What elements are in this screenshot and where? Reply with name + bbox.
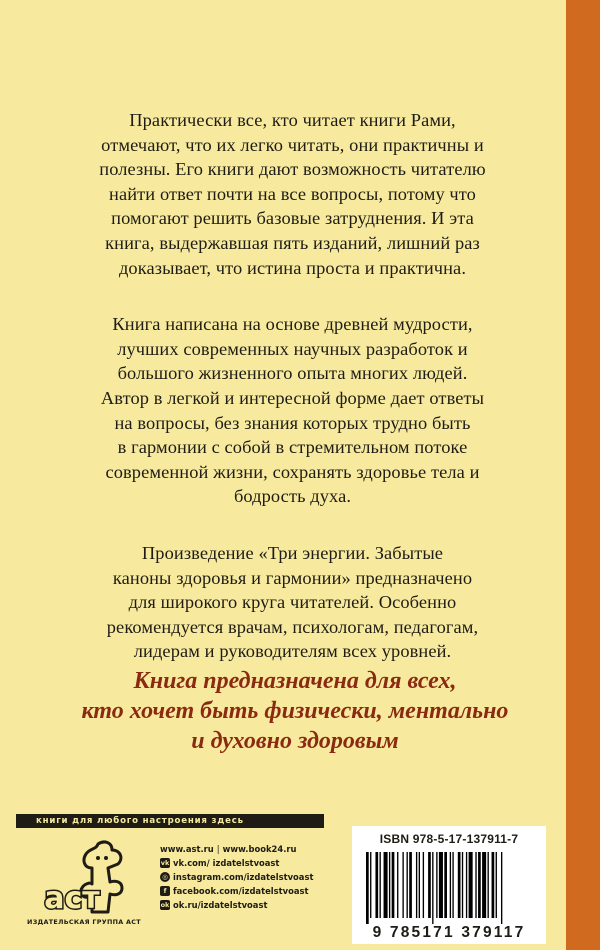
- tagline: Книга предназначена для всех, кто хочет быть физически, ментально и духовно здоровым: [81, 668, 509, 754]
- barcode-bar: [436, 852, 437, 918]
- website-row: [160, 842, 313, 856]
- barcode-bar: [407, 852, 408, 918]
- barcode-bar: [366, 852, 369, 924]
- social-row-vk[interactable]: [160, 856, 313, 870]
- barcode-bar: [419, 852, 420, 918]
- barcode-bar: [482, 852, 486, 918]
- barcode-bar: [462, 852, 463, 918]
- barcode-bar: [475, 852, 476, 918]
- barcode-bar: [409, 852, 412, 918]
- barcode-bar: [478, 852, 481, 918]
- barcode-bar: [370, 852, 371, 918]
- barcode-bar: [397, 852, 398, 918]
- barcode-bar: [416, 852, 417, 918]
- social-link-odnoklassniki[interactable]: ok.ru/izdatelstvoast: [173, 900, 268, 910]
- paragraph-2: Книга написана на основе древней мудрости, лучших современных научных разработок и большого жизненного опыта многих людей. Автор в легкой и интересной форме дает ответы на вопросы, без знания которых трудно быть в гармонии с собой в стремительном потоке современной жизни, сохранять здоровье тела и бодрость духа.: [100, 314, 485, 507]
- barcode-bar: [452, 852, 453, 918]
- barcode-digits: 9 785171 379117: [372, 924, 526, 941]
- social-row-facebook[interactable]: [160, 884, 313, 898]
- barcode-bar: [469, 852, 473, 918]
- publisher-slogan: книги для любого настроения здесь: [16, 814, 324, 828]
- barcode-bar: [432, 852, 433, 924]
- contact-links: [160, 842, 313, 912]
- link-divider: |: [216, 844, 220, 854]
- barcode-bar: [458, 852, 461, 918]
- paragraph-3: Произведение «Три энергии. Забытые каноны здоровья и гармонии» предназначено для широкого круга читателей. Особенно рекомендуется врачам, психологам, педагогам, лидерам и руководителям всех уровней.: [106, 542, 479, 662]
- social-link-facebook[interactable]: facebook.com/izdatelstvoast: [173, 886, 309, 896]
- barcode-bar: [439, 852, 443, 918]
- barcode-bar: [496, 852, 497, 918]
- instagram-icon: ◎: [160, 872, 170, 882]
- barcode-bar: [402, 852, 403, 918]
- social-link-instagram[interactable]: instagram.com/izdatelstvoast: [173, 872, 314, 882]
- social-row-odnoklassniki[interactable]: [160, 898, 313, 912]
- barcode-bar: [389, 852, 390, 918]
- barcode-bar: [466, 852, 467, 918]
- barcode-bar: [501, 852, 502, 924]
- barcode-bar: [450, 852, 451, 918]
- barcode: [366, 852, 538, 924]
- paragraph-1: Практически все, кто читает книги Рами, отмечают, что их легко читать, они практичны и полезны. Его книги дают возможность читателю найти ответ почти на все вопросы, потому что помогают решить базовые затруднения. И эта книга, выдержавшая пять изданий, лишний раз доказывает, что истина проста и практична.: [99, 110, 486, 278]
- barcode-bar: [392, 852, 395, 918]
- description-text: [40, 108, 545, 696]
- barcode-bar: [492, 852, 495, 918]
- isbn-barcode-box: [352, 826, 546, 944]
- barcode-bar: [384, 852, 388, 918]
- website-link-book24[interactable]: www.book24.ru: [222, 844, 297, 854]
- barcode-bar: [375, 852, 378, 918]
- odnoklassniki-icon: ok: [160, 901, 170, 909]
- barcode-bar: [488, 852, 489, 918]
- website-link-ast[interactable]: www.ast.ru: [160, 844, 214, 854]
- barcode-bar: [380, 852, 381, 918]
- barcode-bar: [428, 852, 431, 918]
- orange-spine: [566, 0, 600, 950]
- barcode-bar: [423, 852, 424, 918]
- vk-icon: vk: [160, 859, 170, 867]
- social-link-vk[interactable]: vk.com/ izdatelstvoast: [173, 858, 280, 868]
- facebook-icon: f: [160, 886, 170, 896]
- ast-logo-text: аст: [44, 881, 100, 916]
- social-row-instagram[interactable]: [160, 870, 313, 884]
- isbn-number: ISBN 978-5-17-137911-7: [379, 832, 519, 846]
- publisher-name: ИЗДАТЕЛЬСКАЯ ГРУППА АСТ: [27, 918, 141, 926]
- barcode-bar: [444, 852, 447, 918]
